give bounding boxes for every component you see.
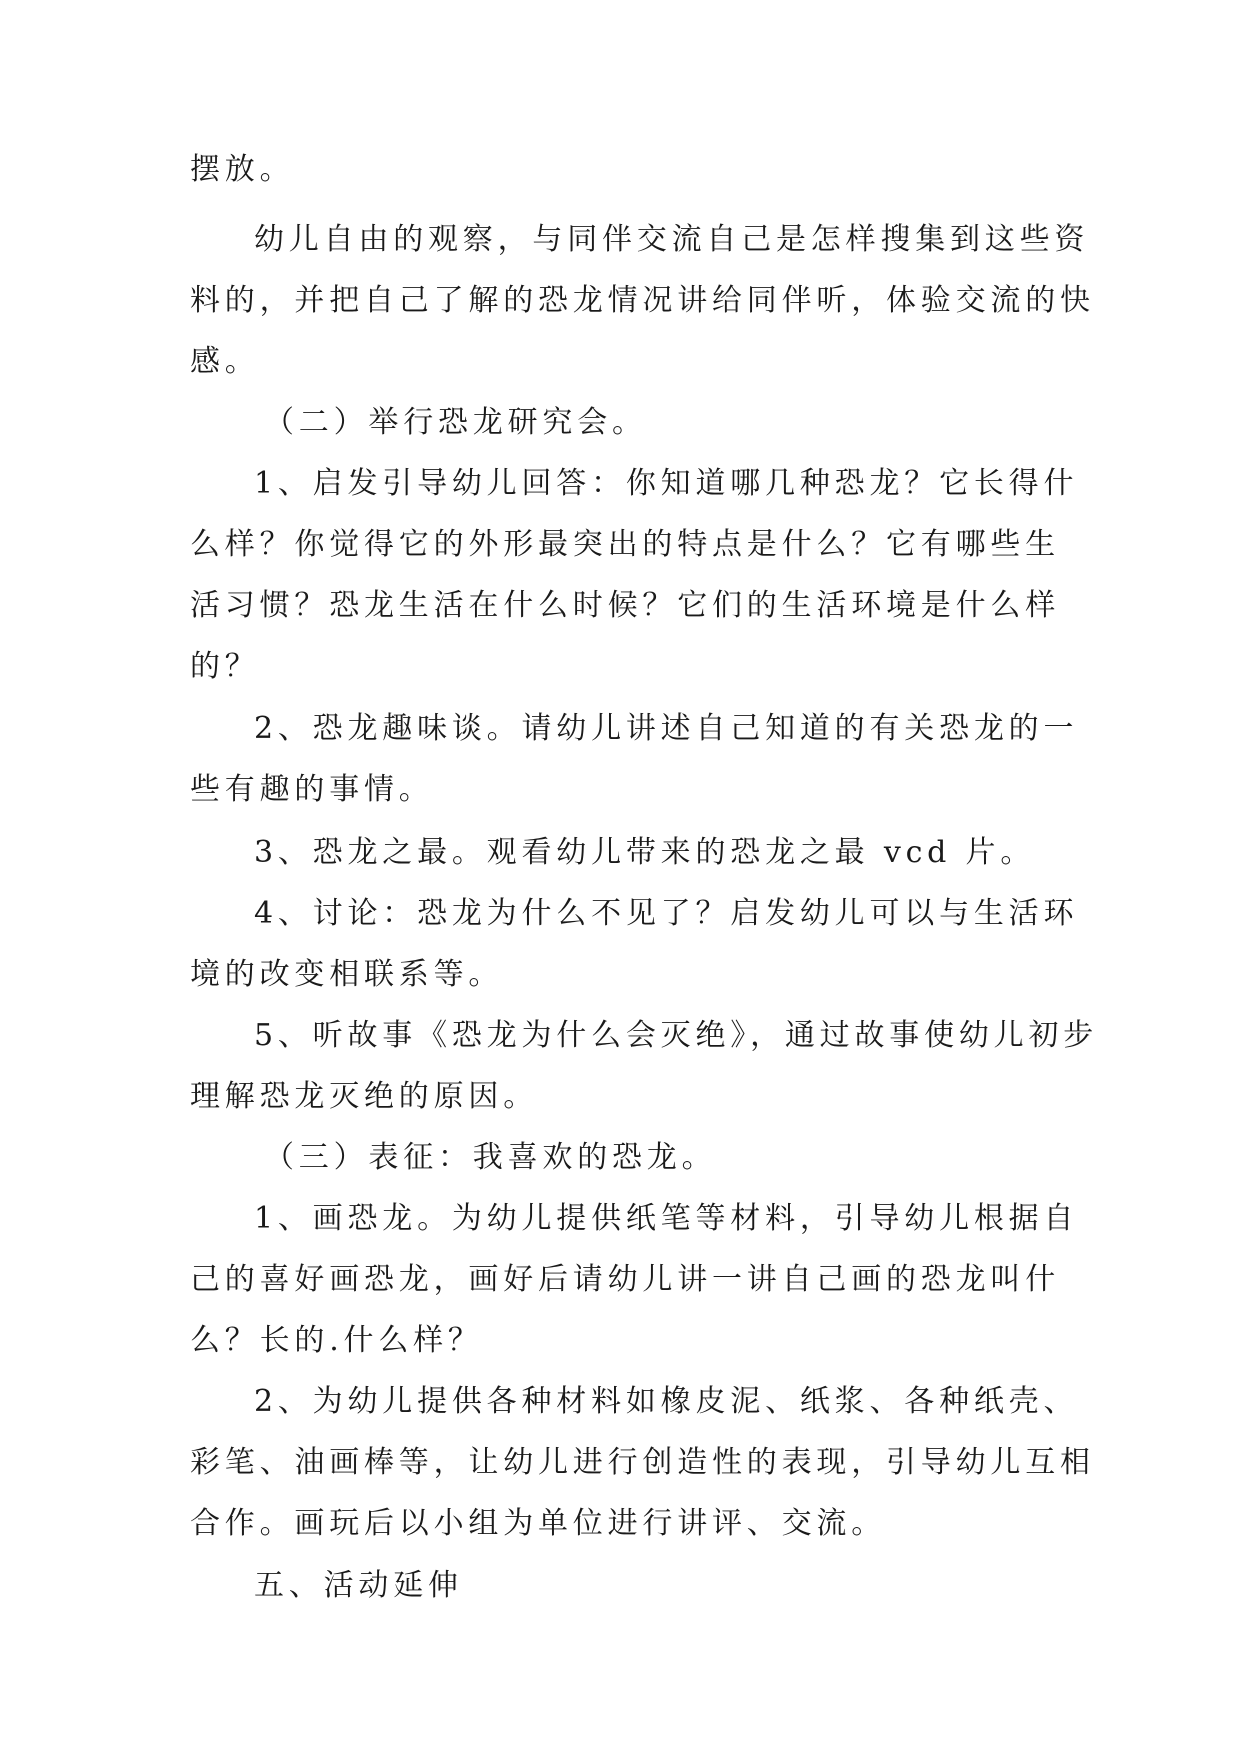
section-heading: （二）举行恐龙研究会。 <box>264 405 647 440</box>
text-line: 1、画恐龙。为幼儿提供纸笔等材料，引导幼儿根据自 <box>254 1201 1079 1236</box>
text-line: 幼儿自由的观察，与同伴交流自己是怎样搜集到这些资 <box>254 222 1090 257</box>
text-line: 活习惯？恐龙生活在什么时候？它们的生活环境是什么样 <box>190 588 1060 623</box>
text-line: 5、听故事《恐龙为什么会灭绝》，通过故事使幼儿初步 <box>254 1018 1099 1053</box>
text-line: 些有趣的事情。 <box>190 772 434 807</box>
section-heading: （三）表征：我喜欢的恐龙。 <box>264 1140 717 1175</box>
section-heading: 五、活动延伸 <box>254 1568 463 1603</box>
text-line: 合作。画玩后以小组为单位进行讲评、交流。 <box>190 1506 886 1541</box>
text-line: 感。 <box>190 344 260 379</box>
text-line: 理解恐龙灭绝的原因。 <box>190 1079 538 1114</box>
text-line: 4、讨论：恐龙为什么不见了？启发幼儿可以与生活环 <box>254 896 1079 931</box>
text-line: 己的喜好画恐龙，画好后请幼儿讲一讲自己画的恐龙叫什 <box>190 1262 1060 1297</box>
text-line: 么样？你觉得它的外形最突出的特点是什么？它有哪些生 <box>190 527 1060 562</box>
text-line: 料的，并把自己了解的恐龙情况讲给同伴听，体验交流的快 <box>190 283 1095 318</box>
text-line: 3、恐龙之最。观看幼儿带来的恐龙之最 vcd 片。 <box>254 835 1036 870</box>
text-line: 1、启发引导幼儿回答：你知道哪几种恐龙？它长得什 <box>254 466 1079 501</box>
text-line: 彩笔、油画棒等，让幼儿进行创造性的表现，引导幼儿互相 <box>190 1445 1095 1480</box>
text-line: 2、为幼儿提供各种材料如橡皮泥、纸浆、各种纸壳、 <box>254 1384 1079 1419</box>
text-line: 摆放。 <box>190 152 295 187</box>
text-line: 2、恐龙趣味谈。请幼儿讲述自己知道的有关恐龙的一 <box>254 711 1079 746</box>
text-line: 的？ <box>190 649 260 684</box>
text-line: 境的改变相联系等。 <box>190 957 504 992</box>
text-line: 么？长的.什么样？ <box>190 1323 483 1358</box>
